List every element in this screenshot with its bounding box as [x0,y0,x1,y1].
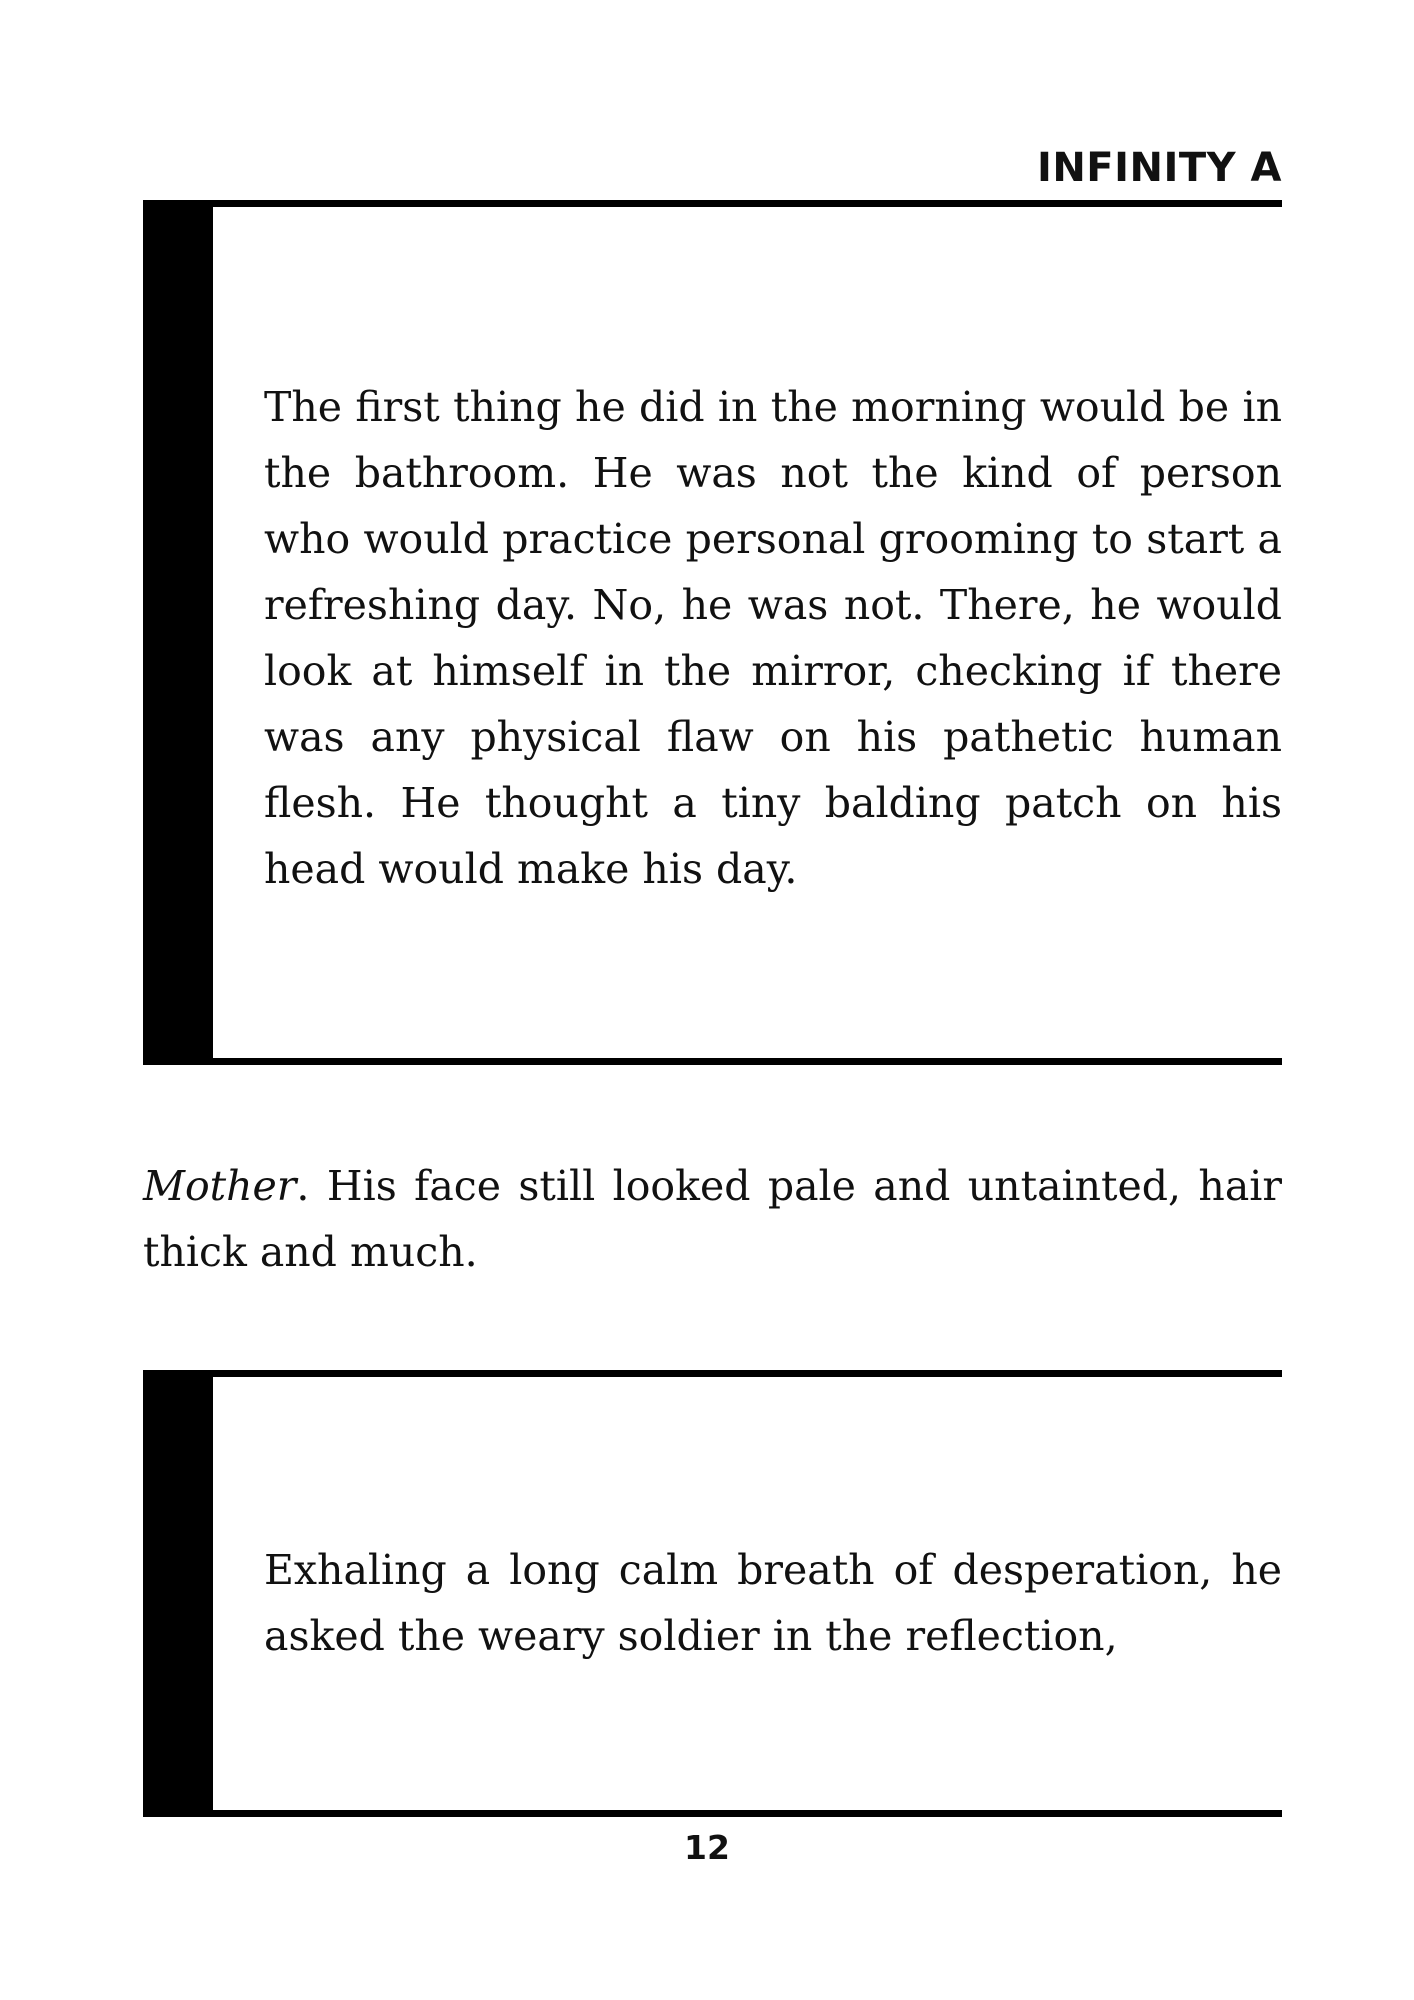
narrative-text: . His face still looked pale and untainted, hair thick and much. [143,1162,1282,1276]
narrative-emphasis: Mother [143,1162,297,1210]
running-head-title: INFINITY A [1036,145,1282,191]
callout-box [143,200,1282,1065]
callout-paragraph: The first thing he did in the morning would be in the bathroom. He was not the kind of person who would practice personal grooming to start a refreshing day. No, he was not. There, he would look at himself in the mirror, checking if there was any physical flaw on his pathetic human flesh. He thought a tiny balding patch on his head would make his day. [264,383,1282,893]
page-number: 12 [684,1828,730,1867]
callout-paragraph: Exhaling a long calm breath of desperation, he asked the weary soldier in the reflection, [264,1546,1282,1660]
narrative-paragraph [143,1153,1282,1285]
callout-box [143,1370,1282,1817]
